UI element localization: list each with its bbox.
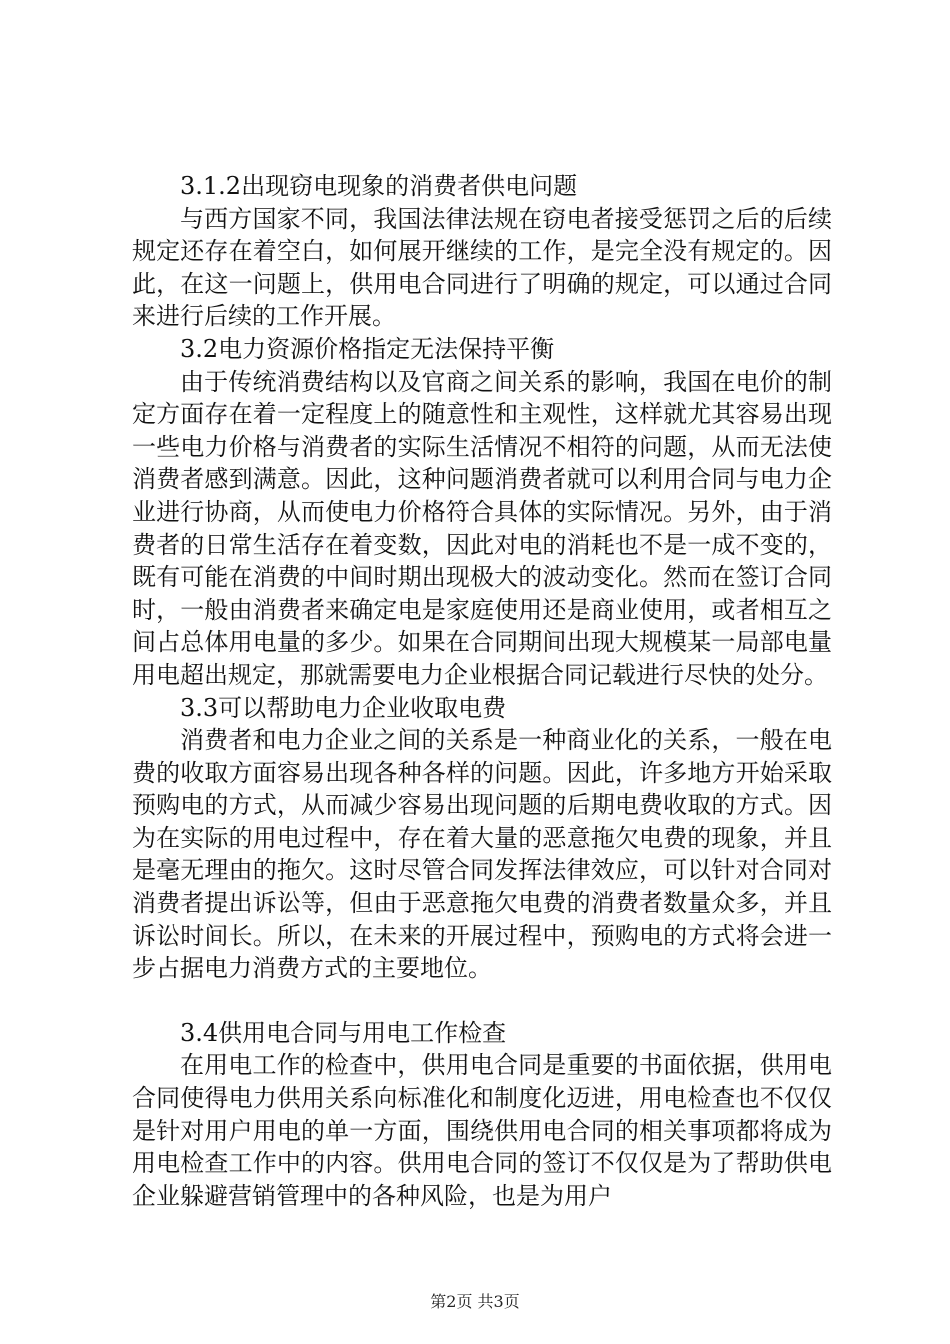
- document-body: [132, 170, 832, 1212]
- body-paragraph: 消费者和电力企业之间的关系是一种商业化的关系，一般在电费的收取方面容易出现各种各样的问题。因此，许多地方开始采取预购电的方式，从而减少容易出现问题的后期电费收取的方式。因为在实际的用电过程中，存在着大量的恶意拖欠电费的现象，并且是毫无理由的拖欠。这时尽管合同发挥法律效应，可以针对合同对消费者提出诉讼等，但由于恶意拖欠电费的消费者数量众多，并且诉讼时间长。所以，在未来的开展过程中，预购电的方式将会进一步占据电力消费方式的主要地位。: [132, 726, 832, 983]
- section-heading-3-4: 3.4供用电合同与用电工作检查: [180, 1018, 507, 1047]
- section-heading-3-1-2: 3.1.2出现窃电现象的消费者供电问题: [180, 172, 578, 200]
- body-paragraph: 由于传统消费结构以及官商之间关系的影响，我国在电价的制定方面存在着一定程度上的随意性和主观性，这样就尤其容易出现一些电力价格与消费者的实际生活情况不相符的问题，从而无法使消费者感到满意。因此，这种问题消费者就可以利用合同与电力企业进行协商，从而使电力价格符合具体的实际情况。另外，由于消费者的日常生活存在着变数，因此对电的消耗也不是一成不变的，既有可能在消费的中间时期出现极大的波动变化。然而在签订合同时，一般由消费者来确定电是家庭使用还是商业使用，或者相互之间占总体用电量的多少。如果在合同期间出现大规模某一局部电量用电超出规定，那就需要电力企业根据合同记载进行尽快的处分。: [132, 367, 832, 689]
- body-paragraph: 与西方国家不同，我国法律法规在窃电者接受惩罚之后的后续规定还存在着空白，如何展开继续的工作，是完全没有规定的。因此，在这一问题上，供用电合同进行了明确的规定，可以通过合同来进行后续的工作开展。: [132, 204, 832, 331]
- page-footer: 第2页 共3页: [430, 1292, 520, 1311]
- body-paragraph: 在用电工作的检查中，供用电合同是重要的书面依据，供用电合同使得电力供用关系向标准化和制度化迈进，用电检查也不仅仅是针对用户用电的单一方面，围绕供用电合同的相关事项都将成为用电检查工作中的内容。供用电合同的签订不仅仅是为了帮助供电企业躲避营销管理中的各种风险，也是为用户: [132, 1051, 832, 1210]
- paragraph-spacer: [132, 985, 832, 1017]
- section-heading-3-2: 3.2电力资源价格指定无法保持平衡: [180, 334, 555, 363]
- section-heading-3-3: 3.3可以帮助电力企业收取电费: [180, 693, 507, 722]
